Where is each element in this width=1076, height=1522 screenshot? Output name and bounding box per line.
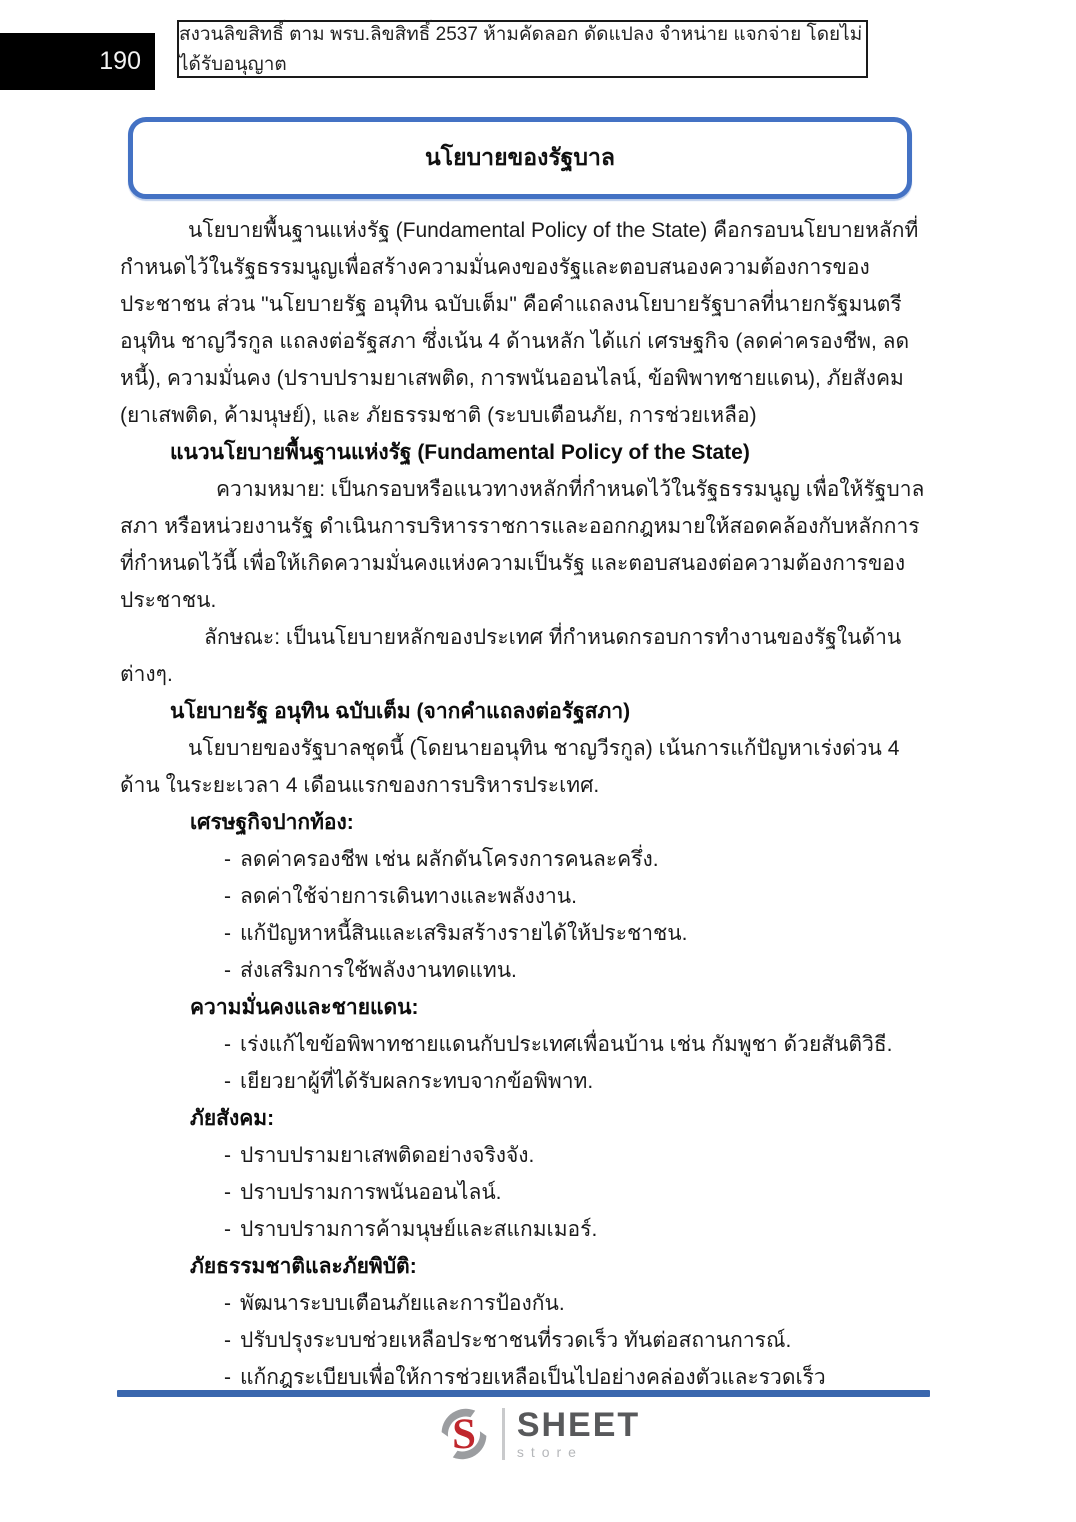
list-item bbox=[120, 1211, 932, 1248]
list-item-text: ปราบปรามการพนันออนไลน์. bbox=[240, 1181, 502, 1204]
list-item bbox=[120, 841, 932, 878]
list-item bbox=[120, 1063, 932, 1100]
list-item bbox=[120, 1285, 932, 1322]
footer-divider bbox=[117, 1390, 930, 1397]
sheet-s-logo-icon bbox=[436, 1406, 492, 1462]
section-heading-disaster: ภัยธรรมชาติและภัยพิบัติ: bbox=[190, 1255, 417, 1278]
bullet-dash: - bbox=[224, 1144, 231, 1167]
bullet-dash: - bbox=[224, 959, 231, 982]
section-heading-security: ความมั่นคงและชายแดน: bbox=[190, 996, 419, 1019]
list-item-text: ลดค่าครองชีพ เช่น ผลักดันโครงการคนละครึ่ง. bbox=[240, 848, 659, 871]
list-item bbox=[120, 1137, 932, 1174]
list-item bbox=[120, 952, 932, 989]
bullet-dash: - bbox=[224, 1070, 231, 1093]
list-item-text: ส่งเสริมการใช้พลังงานทดแทน. bbox=[240, 959, 517, 982]
list-item-text: ปราบปรามการค้ามนุษย์และสแกมเมอร์. bbox=[240, 1218, 598, 1241]
section-heading-economy: เศรษฐกิจปากท้อง: bbox=[190, 811, 354, 834]
logo-subtext: store bbox=[516, 1444, 583, 1460]
copyright-box bbox=[177, 20, 868, 78]
sheet-store-logo bbox=[0, 1406, 1076, 1462]
page-title: นโยบายของรัฐบาล bbox=[425, 144, 615, 170]
bullet-dash: - bbox=[224, 1292, 231, 1315]
list-item-text: ปรับปรุงระบบช่วยเหลือประชาชนที่รวดเร็ว ทันต่อสถานการณ์. bbox=[240, 1329, 792, 1352]
list-item-text: เยียวยาผู้ที่ได้รับผลกระทบจากข้อพิพาท. bbox=[240, 1070, 594, 1093]
list-item bbox=[120, 878, 932, 915]
list-item bbox=[120, 1026, 932, 1063]
bullet-dash: - bbox=[224, 1181, 231, 1204]
heading-anutin-policy: นโยบายรัฐ อนุทิน ฉบับเต็ม (จากคำแถลงต่อรัฐสภา) bbox=[170, 700, 631, 723]
list-item-text: แก้ปัญหาหนี้สินและเสริมสร้างรายได้ให้ประชาชน. bbox=[240, 922, 688, 945]
bullet-dash: - bbox=[224, 1218, 231, 1241]
bullet-dash: - bbox=[224, 848, 231, 871]
document-body bbox=[120, 212, 932, 1396]
list-item-text: ลดค่าใช้จ่ายการเดินทางและพลังงาน. bbox=[240, 885, 577, 908]
bullet-dash: - bbox=[224, 1366, 231, 1389]
list-item-text: ปราบปรามยาเสพติดอย่างจริงจัง. bbox=[240, 1144, 535, 1167]
logo-wordmark bbox=[517, 1406, 640, 1460]
list-item-text: แก้กฎระเบียบเพื่อให้การช่วยเหลือเป็นไปอย่างคล่องตัวและรวดเร็ว bbox=[240, 1366, 826, 1389]
intro-paragraph: นโยบายพื้นฐานแห่งรัฐ (Fundamental Policy of the State) คือกรอบนโยบายหลักที่กำหนดไว้ในรัฐธรรมนูญเพื่อสร้างความมั่นคงของรัฐและตอบสนองความต้องการของประชาชน ส่วน "นโยบายรัฐ อนุทิน ฉบับเต็ม" คือคำแถลงนโยบายรัฐบาลที่นายกรัฐมนตรีอนุทิน ชาญวีรกูล แถลงต่อรัฐสภา ซึ่งเน้น 4 ด้านหลัก ได้แก่ เศรษฐกิจ (ลดค่าครองชีพ, ลดหนี้), ความมั่นคง (ปราบปรามยาเสพติด, การพนันออนไลน์, ข้อพิพาทชายแดน), ภัยสังคม (ยาเสพติด, ค้ามนุษย์), และ ภัยธรรมชาติ (ระบบเตือนภัย, การช่วยเหลือ) bbox=[120, 219, 919, 427]
page-number: 190 bbox=[99, 47, 141, 75]
characteristic-paragraph: ลักษณะ: เป็นนโยบายหลักของประเทศ ที่กำหนดกรอบการทำงานของรัฐในด้านต่างๆ. bbox=[120, 626, 902, 686]
heading-fundamental-policy: แนวนโยบายพื้นฐานแห่งรัฐ (Fundamental Policy of the State) bbox=[170, 441, 750, 464]
logo-divider bbox=[502, 1408, 505, 1460]
meaning-paragraph: ความหมาย: เป็นกรอบหรือแนวทางหลักที่กำหนดไว้ในรัฐธรรมนูญ เพื่อให้รัฐบาล สภา หรือหน่วยงานรัฐ ดำเนินการบริหารราชการและออกกฎหมายให้สอดคล้องกับหลักการที่กำหนดไว้นี้ เพื่อให้เกิดความมั่นคงแห่งความเป็นรัฐ และตอบสนองต่อความต้องการของประชาชน. bbox=[120, 478, 925, 612]
title-box bbox=[128, 117, 912, 199]
bullet-dash: - bbox=[224, 1033, 231, 1056]
bullet-dash: - bbox=[224, 922, 231, 945]
list-item bbox=[120, 915, 932, 952]
svg-text:S: S bbox=[451, 1411, 476, 1458]
list-item bbox=[120, 1174, 932, 1211]
copyright-text: สงวนลิขสิทธิ์ ตาม พรบ.ลิขสิทธิ์ 2537 ห้ามคัดลอก ดัดแปลง จำหน่าย แจกจ่าย โดยไม่ได้รับอนุญาต bbox=[179, 24, 863, 75]
page-number-box bbox=[0, 33, 155, 90]
logo-text: SHEET bbox=[516, 1406, 641, 1444]
bullet-dash: - bbox=[224, 1329, 231, 1352]
section-heading-social: ภัยสังคม: bbox=[190, 1107, 275, 1130]
list-item-text: พัฒนาระบบเตือนภัยและการป้องกัน. bbox=[240, 1292, 565, 1315]
list-item bbox=[120, 1322, 932, 1359]
anutin-intro-paragraph: นโยบายของรัฐบาลชุดนี้ (โดยนายอนุทิน ชาญวีรกูล) เน้นการแก้ปัญหาเร่งด่วน 4 ด้าน ในระยะเวลา 4 เดือนแรกของการบริหารประเทศ. bbox=[120, 737, 900, 797]
list-item-text: เร่งแก้ไขข้อพิพาทชายแดนกับประเทศเพื่อนบ้าน เช่น กัมพูชา ด้วยสันติวิธี. bbox=[240, 1033, 893, 1056]
bullet-dash: - bbox=[224, 885, 231, 908]
